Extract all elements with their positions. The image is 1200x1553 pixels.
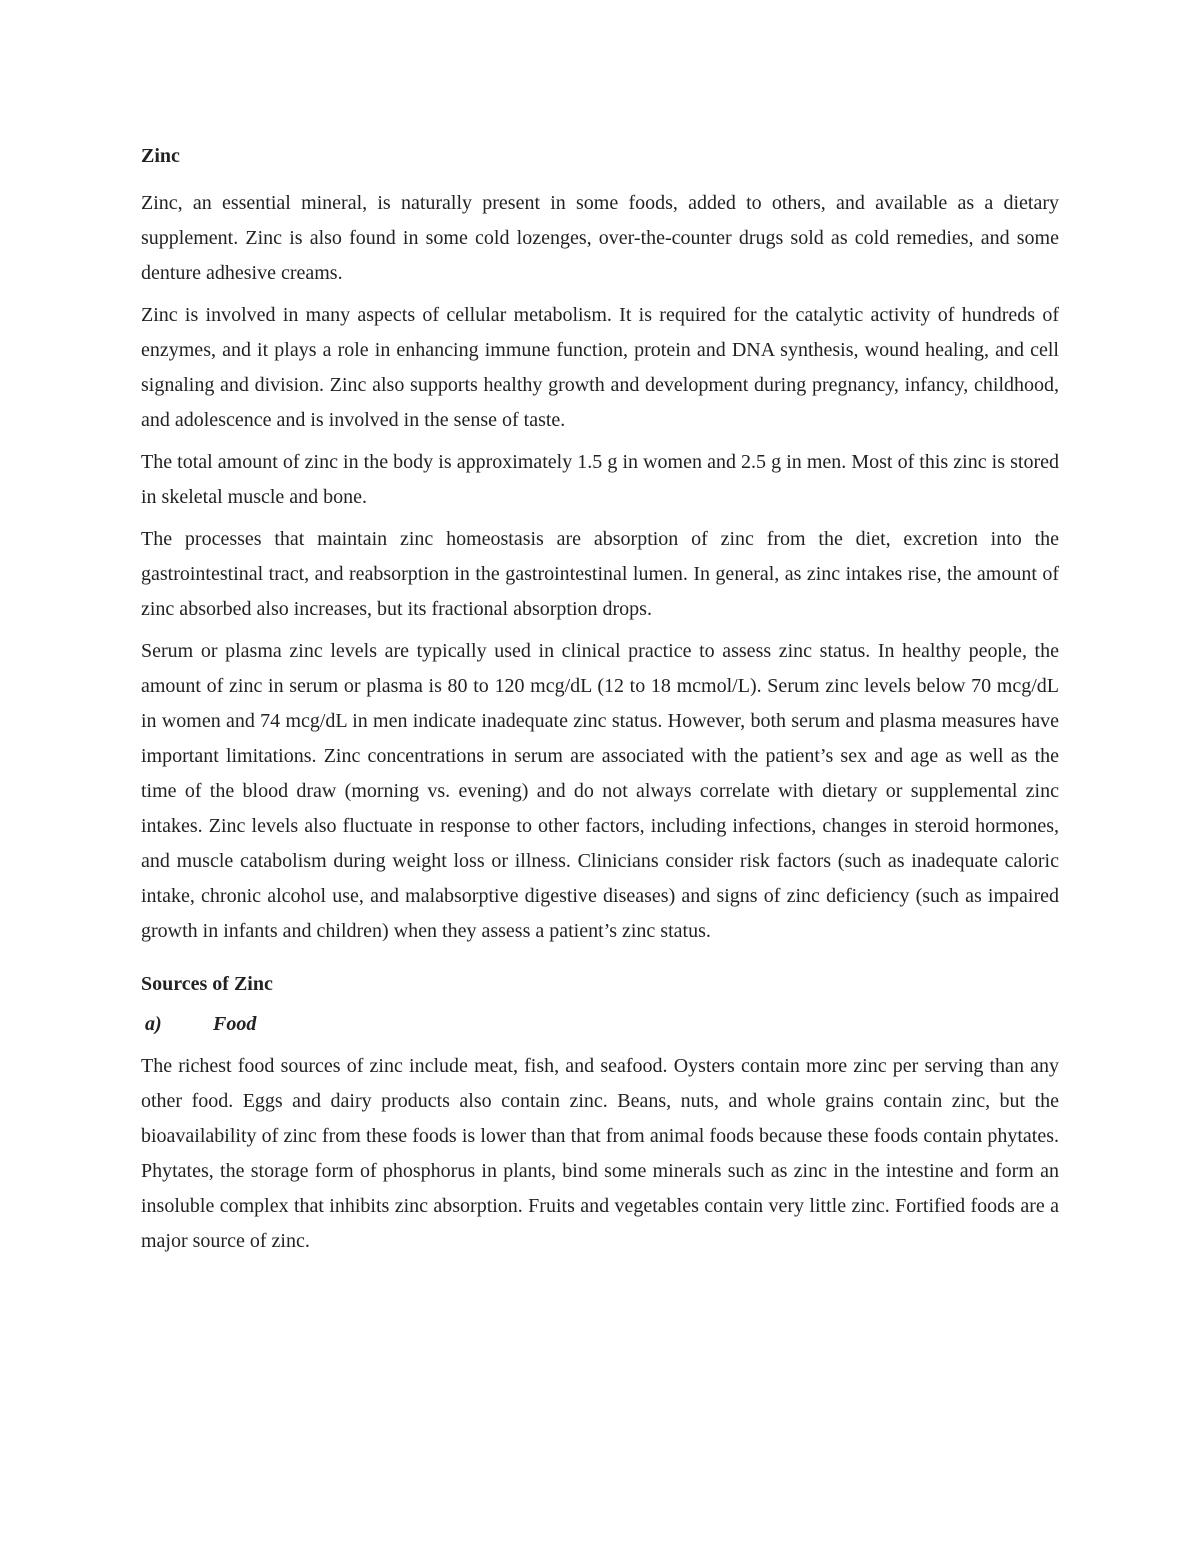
document-title: Zinc [141, 145, 180, 167]
section-heading-sources: Sources of Zinc [141, 973, 273, 995]
paragraph-serum-levels: Serum or plasma zinc levels are typically used in clinical practice to assess zinc status. In healthy people, the amount of zinc in serum or plasma is 80 to 120 mcg/dL (12 to 18 mcmol/L). Serum zinc levels below 70 mcg/dL in women and 74 mcg/dL in men indicate inadequate zinc status. However, both serum and plasma measures have important limitations. Zinc concentrations in serum are associated with the patient’s sex and age as well as the time of the blood draw (morning vs. evening) and do not always correlate with dietary or supplemental zinc intakes. Zinc levels also fluctuate in response to other factors, including infections, changes in steroid hormones, and muscle catabolism during weight loss or illness. Clinicians consider risk factors (such as inadequate caloric intake, chronic alcohol use, and malabsorptive digestive diseases) and signs of zinc deficiency (such as impaired growth in infants and children) when they assess a patient’s zinc status. [141, 640, 1059, 942]
subheading-label: Food [213, 1013, 257, 1035]
paragraph-body-amount: The total amount of zinc in the body is approximately 1.5 g in women and 2.5 g in men. Most of this zinc is stored in skeletal muscle and bone. [141, 451, 1059, 508]
paragraph-food-sources: The richest food sources of zinc include meat, fish, and seafood. Oysters contain more zinc per serving than any other food. Eggs and dairy products also contain zinc. Beans, nuts, and whole grains contain zinc, but the bioavailability of zinc from these foods is lower than that from animal foods because these foods contain phytates. Phytates, the storage form of phosphorus in plants, bind some minerals such as zinc in the intestine and form an insoluble complex that inhibits zinc absorption. Fruits and vegetables contain very little zinc. Fortified foods are a major source of zinc. [141, 1055, 1059, 1252]
paragraph-metabolism: Zinc is involved in many aspects of cellular metabolism. It is required for the catalytic activity of hundreds of enzymes, and it plays a role in enhancing immune function, protein and DNA synthesis, wound healing, and cell signaling and division. Zinc also supports healthy growth and development during pregnancy, infancy, childhood, and adolescence and is involved in the sense of taste. [141, 304, 1059, 431]
subheading-food [141, 1008, 1059, 1040]
document-page [141, 140, 1059, 1266]
paragraph-intro: Zinc, an essential mineral, is naturally present in some foods, added to others, and available as a dietary supplement. Zinc is also found in some cold lozenges, over-the-counter drugs sold as cold remedies, and some denture adhesive creams. [141, 192, 1059, 284]
paragraph-homeostasis: The processes that maintain zinc homeostasis are absorption of zinc from the diet, excretion into the gastrointestinal tract, and reabsorption in the gastrointestinal lumen. In general, as zinc intakes rise, the amount of zinc absorbed also increases, but its fractional absorption drops. [141, 528, 1059, 620]
subheading-marker: a) [145, 1013, 162, 1035]
